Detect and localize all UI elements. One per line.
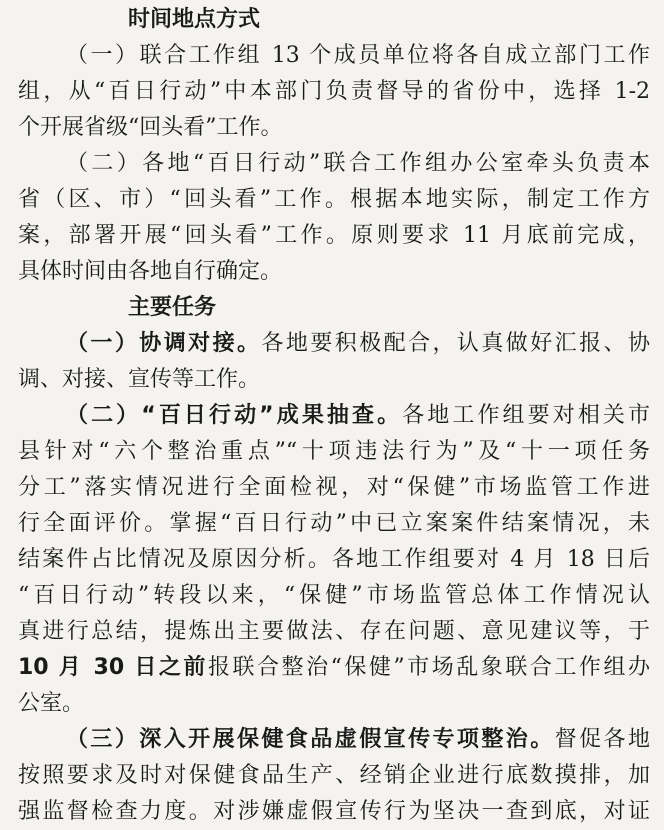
task-2-line-3: 分工”落实情况进行全面检视，对“保健”市场监管工作进: [18, 475, 650, 500]
paragraph-2-line-2: 省（区、市）“回头看”工作。根据本地实际，制定工作方: [18, 187, 650, 212]
task-2-deadline-text: 报联合整治“保健”市场乱象联合工作组办: [207, 655, 650, 680]
task-2-line-5: 结案件占比情况及原因分析。各地工作组要对 4 月 18 日后: [18, 547, 650, 572]
paragraph-1-line-2: 组，从“百日行动”中本部门负责督导的省份中，选择 1-2: [18, 79, 650, 104]
task-2-line-2: 县针对“六个整治重点”“十项违法行为”及“十一项任务: [18, 439, 650, 464]
task-3-line-3: 强监督检查力度。对涉嫌虚假宣传行为坚决一查到底，对证: [18, 799, 650, 824]
task-2-deadline: 10 月 30 日之前: [18, 655, 208, 680]
task-2-title: （二）“百日行动”成果抽查。: [66, 403, 403, 428]
paragraph-2-line-1: （二）各地“百日行动”联合工作组办公室牵头负责本: [66, 151, 650, 176]
task-3-line-1: [18, 722, 650, 758]
task-2-line-7: 真进行总结，提炼出主要做法、存在问题、意见建议等，于: [18, 619, 650, 644]
paragraph-1-line-3: 个开展省级“回头看”工作。: [18, 115, 283, 140]
task-3-text: 督促各地: [554, 727, 650, 752]
task-1-line-1: [18, 326, 650, 362]
task-2-text: 各地工作组要对相关市: [402, 403, 650, 428]
paragraph-2-line-4: 具体时间由各地自行确定。: [18, 259, 283, 284]
paragraph-1-line-1: （一）联合工作组 13 个成员单位将各自成立部门工作: [66, 43, 650, 68]
task-1-title: （一）协调对接。: [66, 331, 262, 356]
task-2-line-9: 公室。: [18, 691, 85, 716]
task-1-text: 各地要积极配合，认真做好汇报、协: [261, 331, 650, 356]
task-2-line-1: [18, 398, 650, 434]
paragraph-2-line-3: 案，部署开展“回头看”工作。原则要求 11 月底前完成，: [18, 223, 650, 248]
task-2-line-4: 行全面评价。掌握“百日行动”中已立案案件结案情况，未: [18, 511, 650, 536]
section-heading-time-place: 时间地点方式: [128, 7, 261, 32]
task-3-title: （三）深入开展保健食品虚假宣传专项整治。: [66, 727, 555, 752]
task-2-line-8: [18, 650, 650, 686]
section-heading-main-tasks: 主要任务: [128, 295, 217, 320]
task-3-line-2: 按照要求及时对保健食品生产、经销企业进行底数摸排，加: [18, 763, 650, 788]
task-2-line-6: “百日行动”转段以来，“保健”市场监管总体工作情况认: [18, 583, 650, 608]
task-1-line-2: 调、对接、宣传等工作。: [18, 367, 261, 392]
